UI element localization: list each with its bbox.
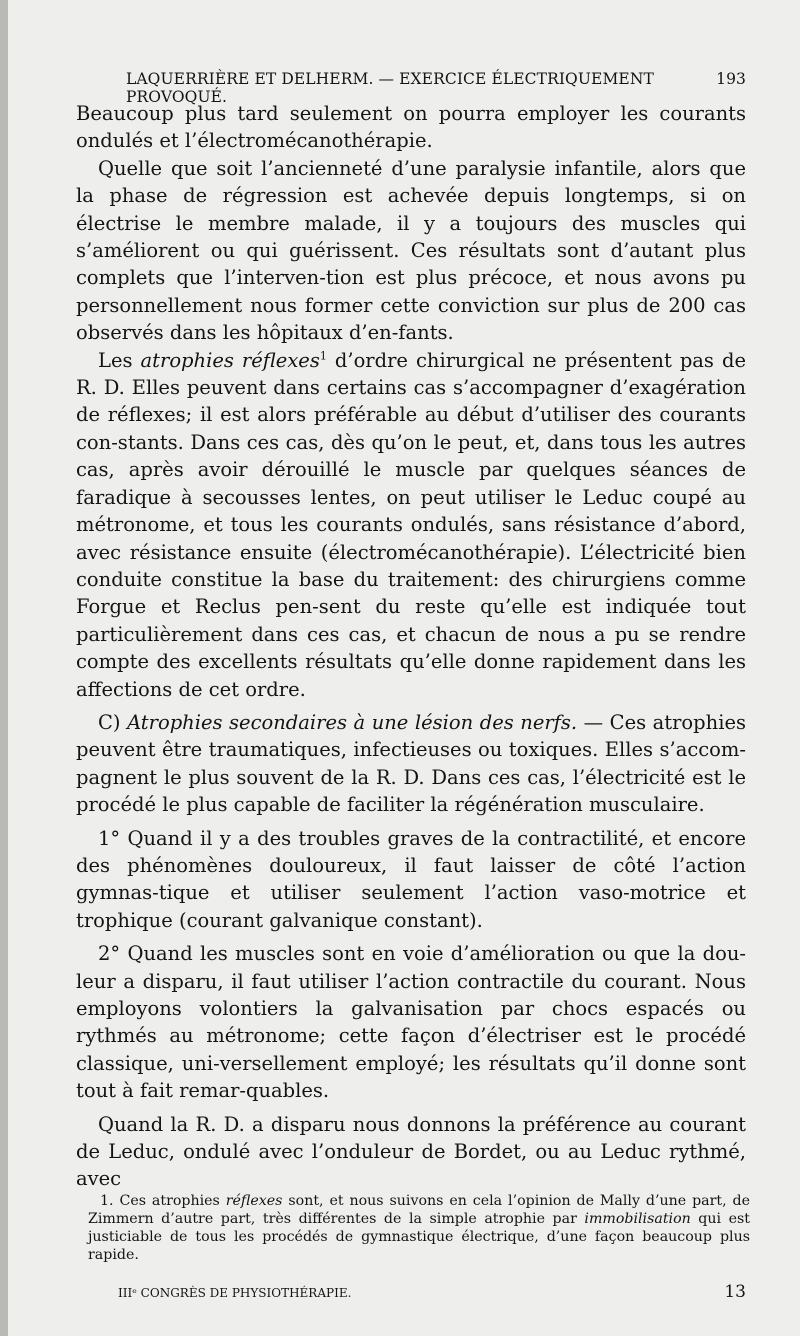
paragraph-5: 1° Quand il y a des troubles graves de la contractilité, et encore des phénomènes douloureux, il faut laisser de côté l’action gymnas-tique et utiliser seulement l’action vaso-motrice et trophique (courant galvanique constant). xyxy=(76,826,746,932)
paragraph-4-body: — Ces atrophies peuvent être traumatiques, infectieuses ou toxiques. Elles s’accom-pagnent le plus souvent de la R. D. Dans ces cas, l’électricité est le procédé le plus capable de faciliter la régénération musculaire. xyxy=(76,710,746,817)
footnote-italic-immobilisation: immobilisation xyxy=(584,1211,691,1227)
footer-congress: IIIᵉ CONGRÈS DE PHYSIOTHÉRAPIE. xyxy=(118,1286,352,1300)
footnote-text-end: qui est justiciable de tous les procédés de gymnastique électrique, d’une façon beaucoup plus rapide. xyxy=(88,1211,750,1263)
paragraph-4 xyxy=(76,709,746,819)
paragraph-3 xyxy=(76,347,746,703)
section-c-label: C) xyxy=(98,710,128,734)
paragraph-6: 2° Quand les muscles sont en voie d’amélioration ou que la dou-leur a disparu, il faut utiliser l’action contractile du courant. Nous employons volontiers la galvanisation par chocs espacés ou rythmés au métronome; cette façon d’électriser est le procédé classique, uni-versellement employé; les résultats qu’il donne sont tout à fait remar-quables. xyxy=(76,942,746,1103)
paragraph-7: Quand la R. D. a disparu nous donnons la préférence au courant de Leduc, ondulé avec l’onduleur de Bordet, ou au Leduc rythmé, avec xyxy=(76,1112,746,1191)
footnotes xyxy=(88,1192,750,1264)
paragraph-2: Quelle que soit l’ancienneté d’une paralysie infantile, alors que la phase de régression est achevée depuis longtemps, si on électrise le membre malade, il y a toujours des muscles qui s’améliorent ou qui guérissent. Ces résultats sont d’autant plus complets que l’interven-tion est plus précoce, et nous avons pu personnellement nous former cette conviction sur plus de 200 cas observés dans les hôpitaux d’en-fants. xyxy=(76,156,746,345)
atrophies-reflexes-term: atrophies réflexes xyxy=(140,348,320,372)
footnote-text-mid: sont, et nous suivons en cela l’opinion de Mally d’une part, de Zimmern d’autre part, très différentes de la simple atrophie par xyxy=(88,1193,750,1227)
running-title: LAQUERRIÈRE ET DELHERM. — EXERCICE ÉLECTRIQUEMENT PROVOQUÉ. xyxy=(126,70,654,106)
page-footer xyxy=(118,1282,746,1302)
paragraph-3-lead: Les xyxy=(98,348,141,372)
section-c-heading: Atrophies secondaires à une lésion des nerfs. xyxy=(127,710,578,734)
footnote-marker: 1. xyxy=(100,1193,114,1209)
footnote-ref-1: 1 xyxy=(319,349,327,363)
paragraph-3-body: d’ordre chirurgical ne présentent pas de R. D. Elles peuvent dans certains cas s’accompagner d’exagération de réflexes; il est alors préférable au début d’utiliser des courants con-stants. Dans ces cas, dès qu’on le peut, et, dans tous les autres cas, après avoir dérouillé le muscle par quelques séances de faradique à secousses lentes, on peut utiliser le Leduc coupé au métronome, et tous les courants ondulés, sans résistance d’abord, avec résistance ensuite (électromécanothérapie). L’électricité bien conduite constitue la base du traitement: des chirurgiens comme Forgue et Reclus pen-sent du reste qu’elle est indiquée tout particulièrement dans ces cas, et chacun de nous a pu se rendre compte des excellents résultats qu’elle donne rapidement dans les affections de cet ordre. xyxy=(76,348,746,701)
signature-mark: 13 xyxy=(724,1282,746,1302)
footnote-italic-reflexes: réflexes xyxy=(225,1193,283,1209)
paragraph-1: Beaucoup plus tard seulement on pourra employer les courants ondulés et l’électromécanothérapie. xyxy=(76,102,746,153)
page-number: 193 xyxy=(716,70,746,88)
body-text xyxy=(76,100,746,1193)
footnote-1 xyxy=(88,1192,750,1264)
footnote-text-start: Ces atrophies xyxy=(113,1193,226,1209)
